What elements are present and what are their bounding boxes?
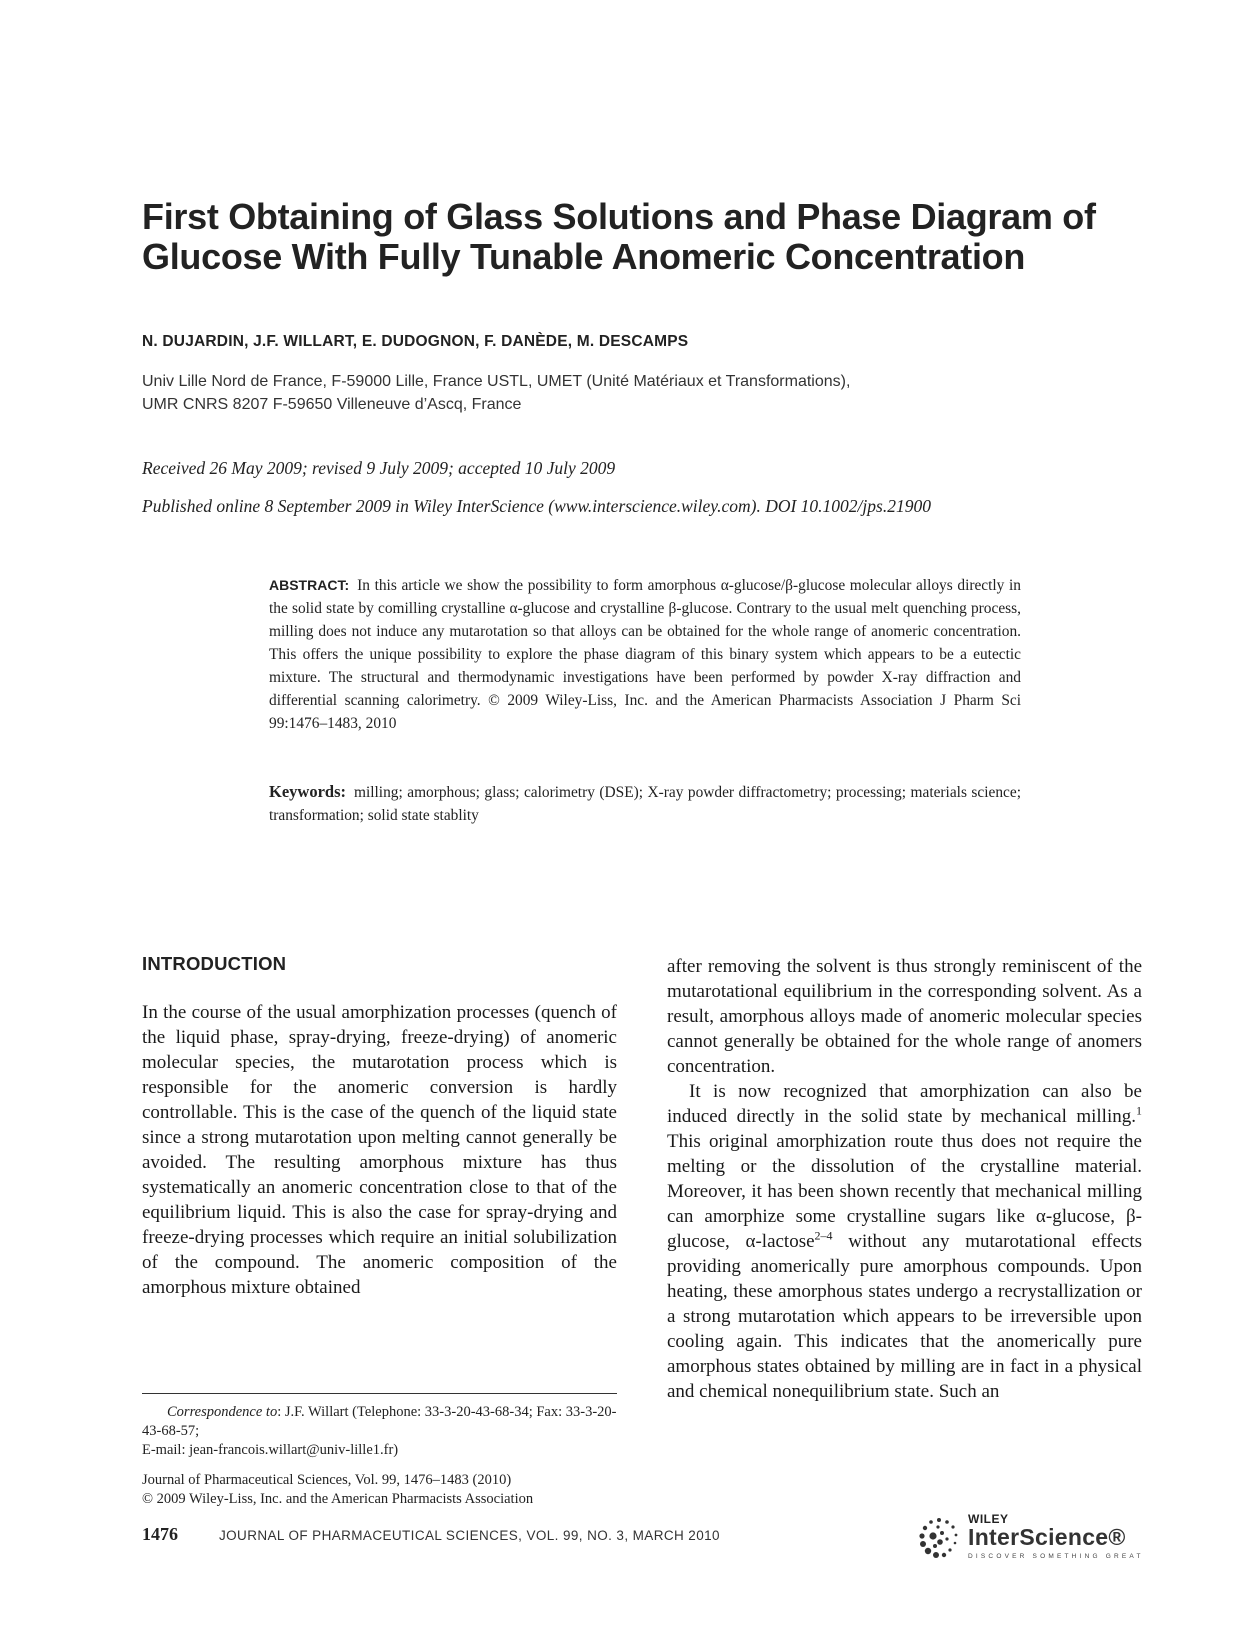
wiley-wordmark: WILEY	[968, 1512, 1009, 1526]
correspondence-email: E-mail: jean-francois.willart@univ-lille1.fr)	[142, 1442, 399, 1458]
article-title	[142, 197, 1142, 277]
received-dates: Received 26 May 2009; revised 9 July 2009; accepted 10 July 2009	[142, 458, 616, 478]
correspondence-text: : J.F. Willart (Telephone: 33-3-20-43-68-34; Fax: 33-3-20-43-68-57;	[142, 1404, 617, 1439]
journal-citation: Journal of Pharmaceutical Sciences, Vol. 99, 1476–1483 (2010)	[142, 1472, 512, 1488]
intro-paragraph-2	[667, 1079, 1142, 1404]
affiliation-line-1: Univ Lille Nord de France, F-59000 Lille, France USTL, UMET (Unité Matériaux et Transformations),	[142, 373, 851, 390]
intro-paragraph-1-continued: after removing the solvent is thus strongly reminiscent of the mutarotational equilibrium in the corresponding solvent. As a result, amorphous alloys made of anomeric molecular species cannot generally be obtained for the whole range of anomers concentration.	[667, 956, 1142, 1077]
correspondence-label: Correspondence to	[167, 1404, 278, 1420]
footnote-divider	[142, 1393, 617, 1394]
copyright-notice: © 2009 Wiley-Liss, Inc. and the American Pharmacists Association	[142, 1491, 534, 1507]
paragraph-text: This original amorphization route thus does not require the melting or the dissolution of the crystalline material. Moreover, it has been shown recently that mechanical milling can amorphize some crystalline sugars like α-glucose, β-glucose, α-lactose	[667, 1131, 1142, 1252]
abstract-text: In this article we show the possibility to form amorphous α-glucose/β-glucose molecular alloys directly in the solid state by comilling crystalline α-glucose and crystalline β-glucose. Contrary to the usual melt quenching process, milling does not induce any mutarotation so that alloys can be obtained for the whole range of anomeric concentration. This offers the unique possibility to explore the phase diagram of this binary system which appears to be a eutectic mixture. The structural and thermodynamic investigations have been performed by powder X-ray diffraction and differential scanning calorimetry. © 2009 Wiley-Liss, Inc. and the American Pharmacists Association J Pharm Sci 99:1476–1483, 2010	[269, 577, 1021, 732]
correspondence-line	[142, 1403, 617, 1441]
section-heading-introduction: INTRODUCTION	[142, 953, 287, 974]
author-list: N. DUJARDIN, J.F. WILLART, E. DUDOGNON, F. DANÈDE, M. DESCAMPS	[142, 333, 689, 350]
running-footer: JOURNAL OF PHARMACEUTICAL SCIENCES, VOL. 99, NO. 3, MARCH 2010	[219, 1528, 720, 1543]
correspondence-footnote	[142, 1403, 617, 1509]
keywords-text: milling; amorphous; glass; calorimetry (DSE); X-ray powder diffractometry; processing; materials science; transformation; solid state stablity	[269, 784, 1021, 824]
right-column	[667, 954, 1142, 1404]
citation-ref[interactable]: 2–4	[814, 1228, 833, 1243]
keywords	[269, 780, 1021, 827]
keywords-label: Keywords:	[269, 782, 346, 801]
interscience-globe-icon	[913, 1512, 965, 1564]
affiliation-line-2: UMR CNRS 8207 F-59650 Villeneuve d’Ascq, France	[142, 396, 522, 413]
left-column	[142, 1000, 617, 1300]
affiliation	[142, 370, 850, 416]
interscience-wordmark: InterScience®	[968, 1524, 1126, 1550]
citation-ref[interactable]: 1	[1136, 1103, 1142, 1118]
title-line-1: First Obtaining of Glass Solutions and Phase Diagram of	[142, 196, 1096, 237]
logo-tagline: DISCOVER SOMETHING GREAT	[968, 1553, 1144, 1560]
wiley-interscience-logo	[913, 1510, 1143, 1565]
title-line-2: Glucose With Fully Tunable Anomeric Concentration	[142, 236, 1026, 277]
intro-paragraph-1: In the course of the usual amorphization processes (quench of the liquid phase, spray-drying, freeze-drying) of anomeric molecular species, the mutarotation process which is responsible for the anomeric conversion is hardly controllable. This is the case of the quench of the liquid state since a strong mutarotation upon melting cannot generally be avoided. The resulting amorphous mixture has thus systematically an anomeric concentration close to that of the equilibrium liquid. This is also the case for spray-drying and freeze-drying processes which require an initial solubilization of the compound. The anomeric composition of the amorphous mixture obtained	[142, 1002, 617, 1298]
page-number: 1476	[142, 1524, 178, 1544]
paragraph-text: without any mutarotational effects providing anomerically pure amorphous compounds. Upon heating, these amorphous states undergo a recrystallization or a strong mutarotation which appears to be irreversible upon cooling again. This indicates that the anomerically pure amorphous states obtained by milling are in fact in a physical and chemical nonequilibrium state. Such an	[667, 1231, 1142, 1402]
publication-info: Published online 8 September 2009 in Wiley InterScience (www.interscience.wiley.com). DOI 10.1002/jps.21900	[142, 496, 931, 516]
abstract-label: ABSTRACT:	[269, 577, 350, 593]
abstract	[269, 574, 1021, 735]
paragraph-text: It is now recognized that amorphization can also be induced directly in the solid state by mechanical milling.	[667, 1081, 1142, 1127]
